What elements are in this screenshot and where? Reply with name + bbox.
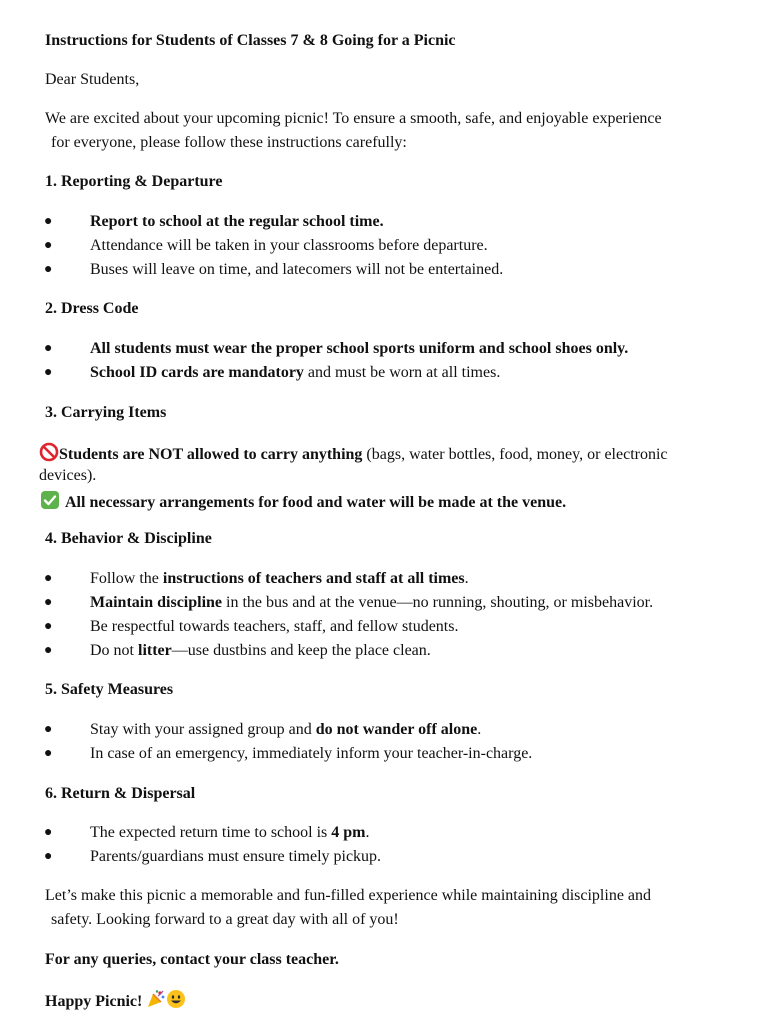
bullet: ● <box>44 722 53 737</box>
s3-line-3: All necessary arrangements for food and water will be made at the venue. <box>39 490 566 516</box>
intro-line-2: for everyone, please follow these instructions carefully: <box>51 134 407 151</box>
s2-bullet-2: School ID cards are mandatory and must be worn at all times. <box>90 364 501 381</box>
bullet: ● <box>44 571 53 586</box>
bullet: ● <box>44 595 53 610</box>
prohibited-icon <box>39 442 59 468</box>
section-4-heading: 4. Behavior & Discipline <box>45 530 212 547</box>
party-popper-icon <box>146 989 166 1015</box>
s5-bullet-1: Stay with your assigned group and do not wander off alone. <box>90 721 482 738</box>
section-2-heading: 2. Dress Code <box>45 300 139 317</box>
s6-bullet-1: The expected return time to school is 4 pm. <box>90 824 370 841</box>
check-mark-icon <box>39 490 61 516</box>
bullet: ● <box>44 619 53 634</box>
bullet: ● <box>44 643 53 658</box>
section-1-heading: 1. Reporting & Departure <box>45 173 223 190</box>
bullet: ● <box>44 341 53 356</box>
bullet: ● <box>44 262 53 277</box>
s4-bullet-1: Follow the instructions of teachers and staff at all times. <box>90 570 469 587</box>
signoff-line <box>45 989 186 1015</box>
s3-line-1: Students are NOT allowed to carry anything (bags, water bottles, food, money, or electronic <box>39 442 668 468</box>
section-6-heading: 6. Return & Dispersal <box>45 785 196 802</box>
section-5-heading: 5. Safety Measures <box>45 681 174 698</box>
s4-bullet-4: Do not litter—use dustbins and keep the place clean. <box>90 642 431 659</box>
bullet: ● <box>44 746 53 761</box>
bullet: ● <box>44 825 53 840</box>
s3-line-2: devices). <box>39 467 97 484</box>
section-3-heading: 3. Carrying Items <box>45 404 167 421</box>
bullet: ● <box>44 365 53 380</box>
s2-bullet-1: All students must wear the proper school sports uniform and school shoes only. <box>90 340 629 357</box>
signoff: Happy Picnic! <box>45 993 143 1010</box>
s5-bullet-2: In case of an emergency, immediately inform your teacher-in-charge. <box>90 745 533 762</box>
s1-bullet-2: Attendance will be taken in your classrooms before departure. <box>90 237 488 254</box>
bullet: ● <box>44 849 53 864</box>
s1-bullet-3: Buses will leave on time, and latecomers will not be entertained. <box>90 261 504 278</box>
document-title: Instructions for Students of Classes 7 & 8 Going for a Picnic <box>45 32 456 49</box>
s4-bullet-3: Be respectful towards teachers, staff, and fellow students. <box>90 618 459 635</box>
closing-line-1: Let’s make this picnic a memorable and fun-filled experience while maintaining discipline and <box>45 887 652 904</box>
closing-line-2: safety. Looking forward to a great day with all of you! <box>51 911 399 928</box>
bullet: ● <box>44 238 53 253</box>
s6-bullet-2: Parents/guardians must ensure timely pickup. <box>90 848 382 865</box>
greeting: Dear Students, <box>45 71 140 88</box>
s4-bullet-2: Maintain discipline in the bus and at the venue—no running, shouting, or misbehavior. <box>90 594 654 611</box>
s1-bullet-1: Report to school at the regular school time. <box>90 213 384 230</box>
intro-line-1: We are excited about your upcoming picnic! To ensure a smooth, safe, and enjoyable experience <box>45 110 662 127</box>
smiley-face-icon <box>166 989 186 1015</box>
bullet: ● <box>44 214 53 229</box>
contact-note: For any queries, contact your class teacher. <box>45 951 339 968</box>
